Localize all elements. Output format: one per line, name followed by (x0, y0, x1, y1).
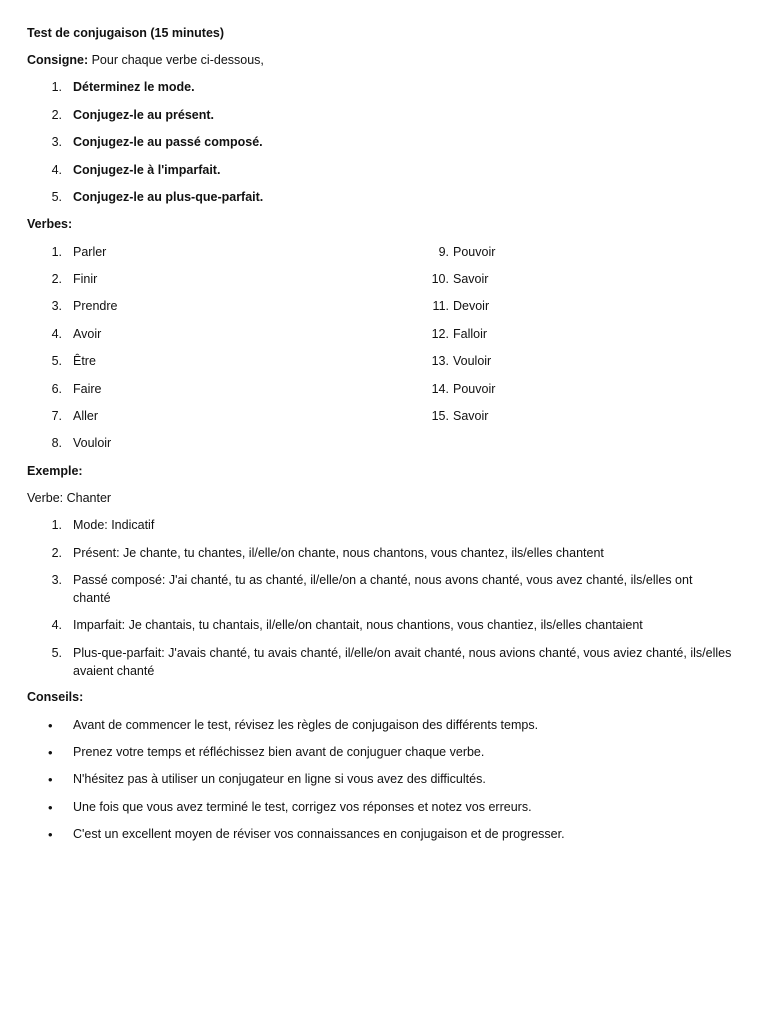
page-title: Test de conjugaison (15 minutes) (27, 26, 225, 40)
verb-item: Prendre (73, 299, 118, 313)
example-item: Mode: Indicatif (73, 518, 155, 532)
verb-item: Pouvoir (453, 382, 496, 396)
example-item: Passé composé: J'ai chanté, tu as chanté, il/elle/on a chanté, nous avons chanté, vous avez chanté, ils/elles ont chanté (73, 573, 693, 605)
step-text: Conjugez-le au plus-que-parfait. (73, 190, 264, 204)
verb-item: Aller (73, 409, 99, 423)
verb-item: Vouloir (73, 436, 112, 450)
verb-item: Savoir (453, 272, 489, 286)
verb-item: Pouvoir (453, 245, 496, 259)
step-number: 5. (51, 190, 62, 204)
step-number: 2. (51, 108, 62, 122)
example-number: 2. (51, 546, 62, 560)
verb-item: Devoir (453, 299, 490, 313)
verb-item: Falloir (453, 327, 488, 341)
verb-item: Faire (73, 382, 102, 396)
verb-number: 4. (51, 327, 62, 341)
verb-number: 3. (51, 299, 62, 313)
step-number: 4. (51, 163, 62, 177)
verb-item: Être (73, 354, 96, 368)
tip-item: N'hésitez pas à utiliser un conjugateur en ligne si vous avez des difficultés. (73, 772, 486, 786)
verb-number: 11. (432, 299, 449, 313)
instruction-line (27, 52, 264, 69)
verb-number: 2. (51, 272, 62, 286)
verb-number: 14. (431, 382, 449, 396)
example-verb: Verbe: Chanter (27, 491, 112, 505)
verbs-heading: Verbes: (27, 217, 73, 231)
example-item: Plus-que-parfait: J'avais chanté, tu avais chanté, il/elle/on avait chanté, nous avions chanté, vous aviez chanté, ils/elles avaient chanté (73, 646, 732, 678)
instruction-label: Consigne: (27, 53, 89, 67)
verb-number: 9. (438, 245, 449, 259)
example-item: Présent: Je chante, tu chantes, il/elle/on chante, nous chantons, vous chantez, ils/elles chantent (73, 546, 604, 560)
bullet-icon: • (48, 745, 53, 760)
tip-item: Avant de commencer le test, révisez les règles de conjugaison des différents temps. (73, 718, 539, 732)
example-heading: Exemple: (27, 464, 83, 478)
verb-item: Finir (73, 272, 98, 286)
verb-number: 13. (431, 354, 449, 368)
verb-number: 6. (51, 382, 62, 396)
verb-number: 1. (51, 245, 62, 259)
example-number: 5. (51, 646, 62, 660)
step-text: Conjugez-le au présent. (73, 108, 214, 122)
verb-item: Avoir (73, 327, 102, 341)
tip-item: Une fois que vous avez terminé le test, corrigez vos réponses et notez vos erreurs. (73, 800, 532, 814)
example-item: Imparfait: Je chantais, tu chantais, il/elle/on chantait, nous chantions, vous chantiez, ils/elles chantaient (73, 618, 643, 632)
bullet-icon: • (48, 827, 53, 842)
instruction-text: Pour chaque verbe ci-dessous, (88, 53, 264, 67)
example-number: 4. (51, 618, 62, 632)
verb-item: Parler (73, 245, 107, 259)
bullet-icon: • (48, 800, 53, 815)
example-number: 1. (51, 518, 62, 532)
tips-heading: Conseils: (27, 690, 84, 704)
verb-number: 8. (51, 436, 62, 450)
verb-number: 7. (51, 409, 62, 423)
tip-item: C'est un excellent moyen de réviser vos connaissances en conjugaison et de progresser. (73, 827, 565, 841)
tip-item: Prenez votre temps et réfléchissez bien avant de conjuguer chaque verbe. (73, 745, 485, 759)
verb-item: Vouloir (453, 354, 492, 368)
bullet-icon: • (48, 772, 53, 787)
step-number: 1. (51, 80, 62, 94)
step-number: 3. (51, 135, 62, 149)
verb-item: Savoir (453, 409, 489, 423)
verb-number: 12. (431, 327, 449, 341)
step-text: Conjugez-le à l'imparfait. (73, 163, 221, 177)
verb-number: 10. (431, 272, 449, 286)
example-number: 3. (51, 573, 62, 587)
bullet-icon: • (48, 718, 53, 733)
verb-number: 5. (51, 354, 62, 368)
verb-number: 15. (431, 409, 449, 423)
step-text: Déterminez le mode. (73, 80, 195, 94)
step-text: Conjugez-le au passé composé. (73, 135, 263, 149)
